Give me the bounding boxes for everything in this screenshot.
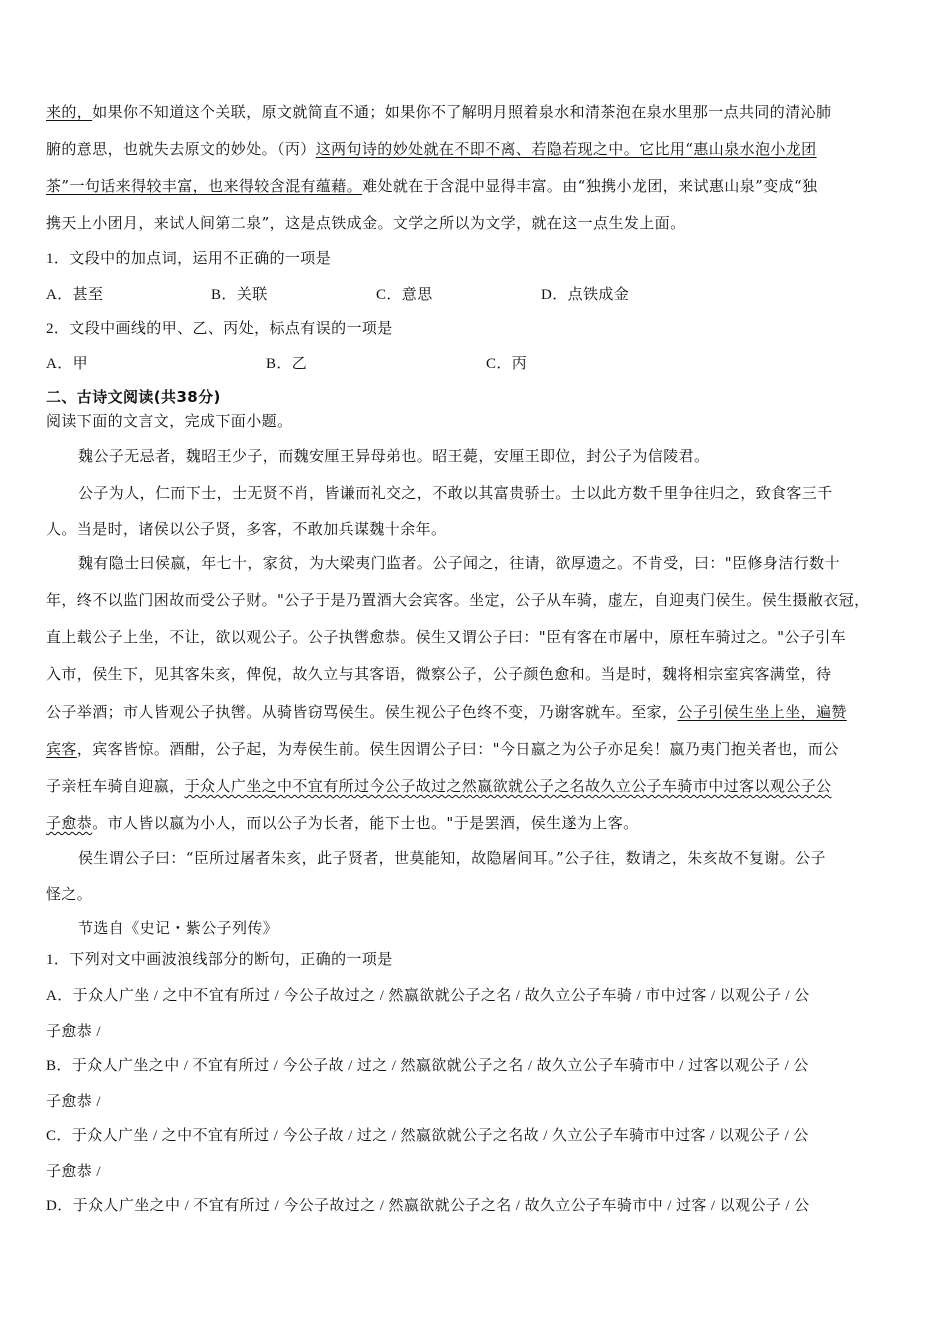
underlined-text: 这两句诗的妙处就在不即不离、若隐若现之中。它比用“惠山泉水泡小龙团 bbox=[315, 140, 817, 158]
underlined-text: 来的， bbox=[46, 103, 93, 121]
option-b[interactable]: B．乙 bbox=[266, 356, 308, 372]
option-c[interactable]: C．意思 bbox=[376, 287, 433, 303]
classical-text-line: 魏有隐士曰侯嬴，年七十，家贫，为大梁夷门监者。公子闻之，往请，欲厚遗之。不肯受，曰："臣修身洁行数十 bbox=[78, 554, 840, 572]
wavy-underlined-text: 于众人广坐之中不宜有所过今公子故过之然嬴欲就公子之名故久立公子车骑市中过客以观公子公 bbox=[184, 777, 832, 795]
option-a[interactable]: A．于众人广坐 / 之中不宜有所过 / 今公子故过之 / 然嬴欲就公子之名 / 故久立公子车骑 / 市中过客 / 以观公子 / 公 bbox=[46, 988, 810, 1004]
wavy-underlined-text: 子愈恭 bbox=[46, 814, 93, 832]
classical-text-line bbox=[46, 702, 847, 722]
options-row bbox=[46, 285, 629, 305]
section-heading: 二、古诗文阅读(共38分) bbox=[46, 388, 221, 406]
classical-text-line: 入市，侯生下，见其客朱亥，俾倪，故久立与其客语，微察公子，公子颜色愈和。当是时，魏将相宗室宾客满堂，待 bbox=[46, 665, 832, 683]
underlined-text: 宾客 bbox=[46, 740, 77, 758]
option-b[interactable]: B．关联 bbox=[211, 287, 268, 303]
classical-text-line: 人。当是时，诸侯以公子贤，多客，不敢加兵谋魏十余年。 bbox=[46, 520, 447, 538]
passage-line bbox=[46, 102, 831, 122]
classical-text-line: 直上载公子上坐，不让，欲以观公子。公子执辔愈恭。侯生又谓公子曰："臣有客在市屠中，原枉车骑过之。"公子引车 bbox=[46, 628, 847, 646]
option-d[interactable]: D．点铁成金 bbox=[541, 287, 630, 303]
classical-text-line: 公子为人，仁而下士，士无贤不肖，皆谦而礼交之，不敢以其富贵骄士。士以此方数千里争往归之，致食客三千 bbox=[78, 484, 833, 502]
option-a-cont[interactable]: 子愈恭 / bbox=[46, 1024, 101, 1040]
option-a[interactable]: A．甲 bbox=[46, 356, 89, 372]
classical-text: 。市人皆以嬴为小人，而以公子为长者，能下士也。"于是罢酒，侯生遂为上客。 bbox=[92, 814, 639, 832]
passage-text: 难处就在于含混中显得丰富。由“独携小龙团，来试惠山泉”变成“独 bbox=[362, 177, 818, 195]
classical-text-line: 魏公子无忌者，魏昭王少子，而魏安厘王异母弟也。昭王薨，安厘王即位，封公子为信陵君。 bbox=[78, 447, 710, 465]
option-d[interactable]: D．于众人广坐之中 / 不宜有所过 / 今公子故过之 / 然嬴欲就公子之名 / 故久立公子车骑市中 / 过客 / 以观公子 / 公 bbox=[46, 1198, 810, 1214]
classical-text: ，宾客皆惊。酒酣，公子起，为寿侯生前。侯生因谓公子曰："今日嬴之为公子亦足矣！嬴乃夷门抱关者也，而公 bbox=[76, 740, 839, 758]
classical-text-line: 年，终不以监门困故而受公子财。"公子于是乃置酒大会宾客。坐定，公子从车骑，虚左，自迎夷门侯生。侯生摄敝衣冠， bbox=[46, 591, 870, 609]
classical-text-line: 侯生谓公子曰：“臣所过屠者朱亥，此子贤者，世莫能知，故隐屠间耳。”公子往，数请之，朱亥故不复谢。公子 bbox=[78, 849, 826, 867]
section-instruction: 阅读下面的文言文，完成下面小题。 bbox=[46, 414, 293, 430]
option-c[interactable]: C．丙 bbox=[486, 356, 528, 372]
underlined-text: 茶”一句话来得较丰富，也来得较含混有蕴藉。 bbox=[46, 177, 363, 195]
option-c-cont[interactable]: 子愈恭 / bbox=[46, 1164, 101, 1180]
classical-text-line bbox=[46, 739, 839, 759]
source-citation: 节选自《史记・紫公子列传》 bbox=[78, 919, 279, 937]
underlined-text: 公子引侯生坐上坐，遍赞 bbox=[677, 703, 847, 721]
classical-text: 公子举酒；市人皆观公子执辔。从骑皆窃骂侯生。侯生视公子色终不变，乃谢客就车。至家， bbox=[46, 703, 678, 721]
option-c[interactable]: C．于众人广坐 / 之中不宜有所过 / 今公子故 / 过之 / 然嬴欲就公子之名故 / 久立公子车骑市中过客 / 以观公子 / 公 bbox=[46, 1128, 809, 1144]
passage-text: 腑的意思，也就失去原文的妙处。（丙） bbox=[46, 140, 316, 158]
options-row bbox=[46, 354, 527, 374]
question-stem: 1．文段中的加点词，运用不正确的一项是 bbox=[46, 251, 332, 267]
passage-text: 如果你不知道这个关联，原文就简直不通；如果你不了解明月照着泉水和清茶泡在泉水里那一点共同的清沁肺 bbox=[92, 103, 832, 121]
classical-text-line bbox=[46, 776, 831, 796]
question-stem: 1．下列对文中画波浪线部分的断句，正确的一项是 bbox=[46, 952, 393, 968]
option-a[interactable]: A．甚至 bbox=[46, 287, 104, 303]
passage-line: 携天上小团月，来试人间第二泉”，这是点铁成金。文学之所以为文学，就在这一点生发上面。 bbox=[46, 214, 686, 232]
question-stem: 2．文段中画线的甲、乙、丙处，标点有误的一项是 bbox=[46, 321, 393, 337]
option-b-cont[interactable]: 子愈恭 / bbox=[46, 1094, 101, 1110]
classical-text-line: 怪之。 bbox=[46, 885, 93, 903]
classical-text-line bbox=[46, 813, 639, 833]
option-b[interactable]: B．于众人广坐之中 / 不宜有所过 / 今公子故 / 过之 / 然嬴欲就公子之名 / 故久立公子车骑市中 / 过客以观公子 / 公 bbox=[46, 1058, 809, 1074]
passage-line bbox=[46, 176, 818, 196]
classical-text: 子亲枉车骑自迎嬴， bbox=[46, 777, 185, 795]
passage-line bbox=[46, 139, 817, 159]
